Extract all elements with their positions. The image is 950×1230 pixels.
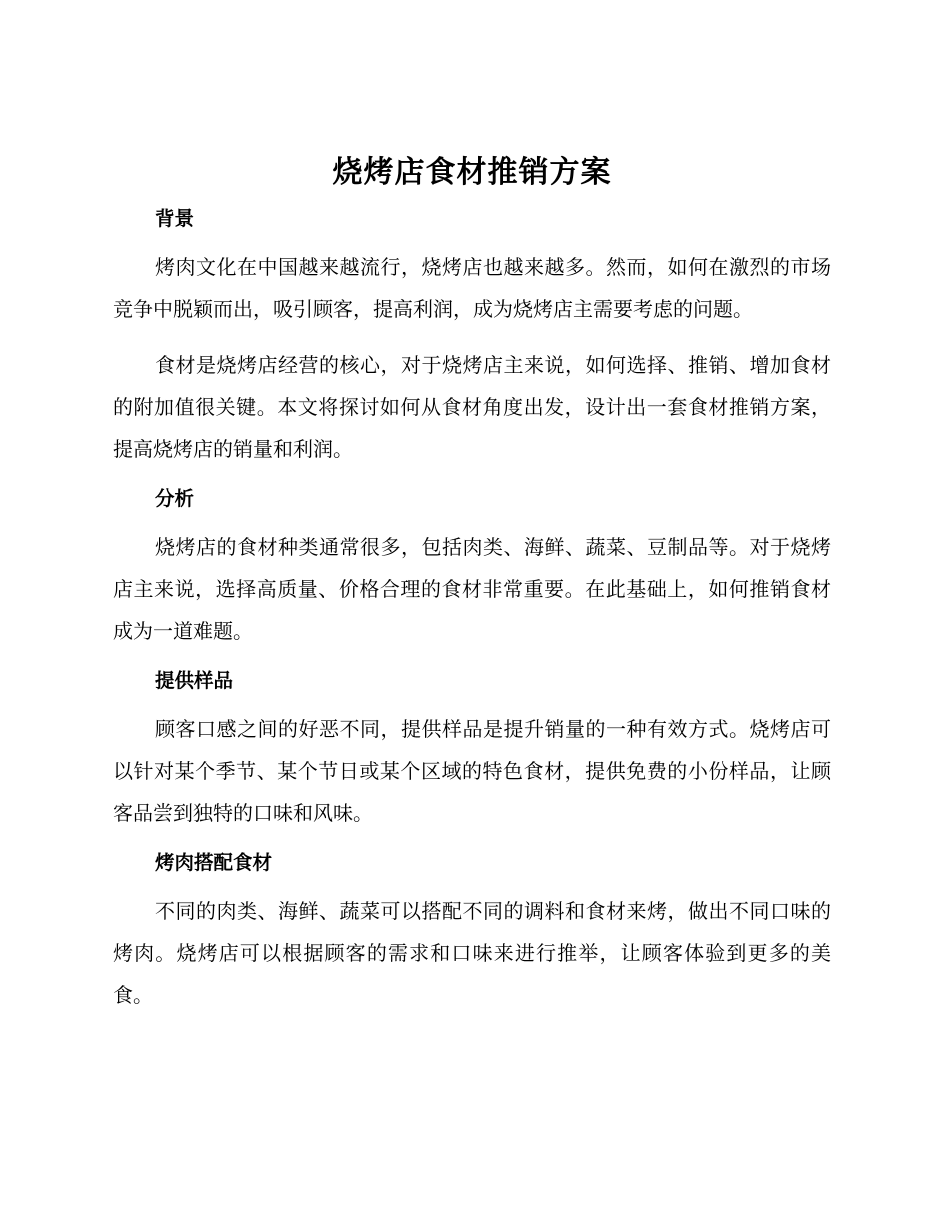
section-heading: 分析: [155, 487, 195, 510]
section-samples: [113, 666, 831, 834]
section-heading: 提供样品: [155, 669, 234, 692]
paragraph: 食材是烧烤店经营的核心，对于烧烤店主来说，如何选择、推销、增加食材的附加值很关键。本文将探讨如何从食材角度出发，设计出一套食材推销方案，提高烧烤店的销量和利润。: [113, 353, 831, 461]
section-heading: 背景: [155, 207, 195, 230]
document-body: [113, 150, 831, 1030]
paragraph: 烤肉文化在中国越来越流行，烧烤店也越来越多。然而，如何在激烈的市场竞争中脱颖而出，吸引顾客，提高利润，成为烧烤店主需要考虑的问题。: [113, 255, 831, 321]
paragraph: 顾客口感之间的好恶不同，提供样品是提升销量的一种有效方式。烧烤店可以针对某个季节、某个节日或某个区域的特色食材，提供免费的小份样品，让顾客品尝到独特的口味和风味。: [113, 717, 831, 825]
document-title: 烧烤店食材推销方案: [332, 155, 612, 190]
section-heading: 烤肉搭配食材: [155, 851, 273, 874]
paragraph: 不同的肉类、海鲜、蔬菜可以搭配不同的调料和食材来烤，做出不同口味的烤肉。烧烤店可以根据顾客的需求和口味来进行推举，让顾客体验到更多的美食。: [113, 899, 831, 1007]
section-background: [113, 204, 831, 470]
section-pairing: [113, 848, 831, 1016]
section-analysis: [113, 484, 831, 652]
paragraph: 烧烤店的食材种类通常很多，包括肉类、海鲜、蔬菜、豆制品等。对于烧烤店主来说，选择高质量、价格合理的食材非常重要。在此基础上，如何推销食材成为一道难题。: [113, 535, 831, 643]
